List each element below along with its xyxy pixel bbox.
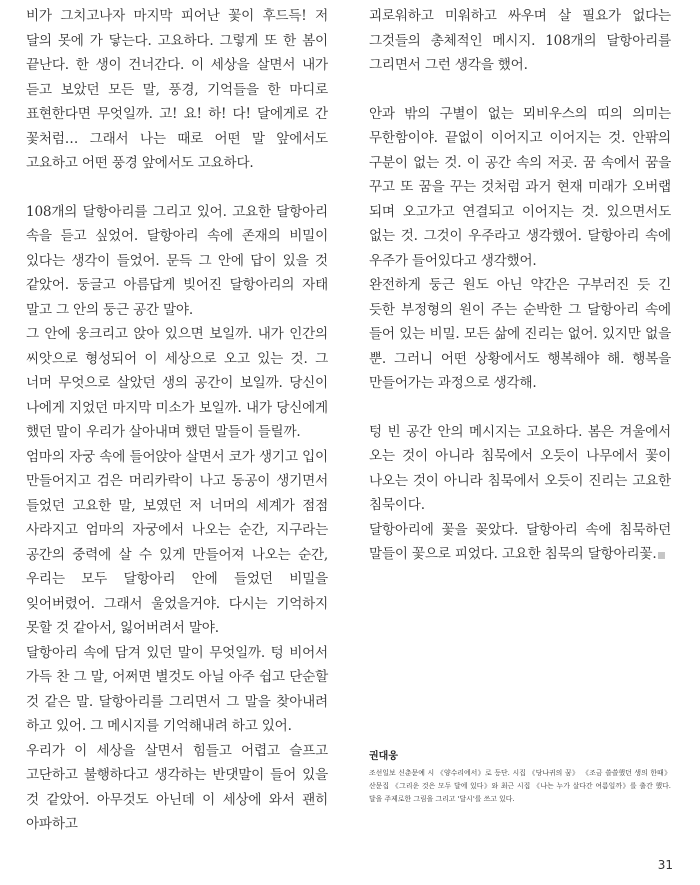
- body-paragraph: 달항아리 속에 담겨 있던 말이 무엇일까. 텅 비어서 가득 찬 그 말, 어쩌면 별것도 아닐 아주 쉽고 단순할 것 같은 말. 달항아리를 그리면서 그 말을 찾아내려 하고 있어. 그 메시지를 기억해내려 하고 있어.: [26, 644, 328, 734]
- body-paragraph: 그 안에 웅크리고 앉아 있으면 보일까. 내가 인간의 씨앗으로 형성되어 이 세상으로 오고 있는 것. 그 너머 무엇으로 살았던 생의 공간이 보일까. 당신이 나에게 지었던 마지막 미소가 보일까. 내가 당신에게 했던 말이 우리가 살아내며 했던 말들이 들릴까.: [26, 326, 328, 440]
- body-paragraph: 안과 밖의 구별이 없는 뫼비우스의 띠의 의미는 무한함이야. 끝없이 이어지고 이어지는 것. 안팎의 구분이 없는 것. 이 공간 속의 저곳. 꿈 속에서 꿈을 꾸고 또 꿈을 꾸는 것처럼 과거 현재 미래가 오버랩 되며 오고가고 연결되고 이어지는 것. 있으면서도 없는 것. 그것이 우주라고 생각했어. 달항아리 속에 우주가 들어있다고 생각했어.: [369, 105, 671, 269]
- author-bio-box: [369, 747, 671, 806]
- body-paragraph: 괴로워하고 미워하고 싸우며 살 필요가 없다는 그것들의 총체적인 메시지. 108개의 달항아리를 그리면서 그런 생각을 했어.: [369, 8, 671, 73]
- body-paragraph: 엄마의 자궁 속에 들어앉아 살면서 코가 생기고 입이 만들어지고 검은 머리카락이 나고 동공이 생기면서 들었던 고요한 말, 보였던 저 너머의 세계가 점점 사라지고 엄마의 자궁에서 나오는 순간, 지구라는 공간의 중력에 살 수 있게 만들어져 나오는 순간, 우리는 모두 달항아리 안에 들었던 비밀을 잊어버렸어. 그래서 울었을거야. 다시는 기억하지 못할 것 같아서, 잃어버려서 말야.: [26, 448, 328, 636]
- body-paragraph: 비가 그치고나자 마지막 피어난 꽃이 후드득! 저 달의 못에 가 닿는다. 고요하다. 그렇게 또 한 봄이 끝난다. 한 생이 건너간다. 이 세상을 살면서 내가 듣고 보았던 모든 말, 풍경, 기억들을 한 마디로 표현한다면 무엇일까. 고! 요! 하! 다! 달에게로 간 꽃처럼… 그래서 나는 때로 어떤 말 앞에서도 고요하고 어떤 풍경 앞에서도 고요하다.: [26, 8, 328, 171]
- page-number: 31: [657, 858, 673, 872]
- body-paragraph: 완전하게 둥근 원도 아닌 약간은 구부러진 듯 긴 듯한 부정형의 원이 주는 순박한 그 달항아리 속에 들어 있는 비밀. 모든 삶에 진리는 없어. 있지만 없을 뿐. 그러니 어떤 상황에서도 행복해야 해. 행복을 만들어가는 과정으로 생각해.: [369, 277, 671, 391]
- left-text-column: [26, 4, 328, 837]
- body-paragraph: 텅 빈 공간 안의 메시지는 고요하다. 봄은 겨울에서 오는 것이 아니라 침묵에서 오듯이 나무에서 꽃이 나오는 것이 아니라 침묵에서 오듯이 진리는 고요한 침묵이다.: [369, 423, 671, 513]
- body-paragraph: 108개의 달항아리를 그리고 있어. 고요한 달항아리 속을 듣고 싶었어. 달항아리 속에 존재의 비밀이 있다는 생각이 들었어. 문득 그 안에 답이 있을 것 같았어. 둥글고 아름답게 빚어진 달항아리의 자태 말고 그 안의 둥근 공간 말야.: [26, 203, 328, 318]
- end-of-article-square-icon: [658, 552, 665, 559]
- body-paragraph: 우리가 이 세상을 살면서 힘들고 어렵고 슬프고 고단하고 불행하다고 생각하는 반댓말이 들어 있을 것 같았어. 아무것도 아닌데 이 세상에 와서 괜히 아파하고: [26, 742, 328, 832]
- right-text-column: [369, 4, 671, 567]
- author-bio: 조선일보 신춘문예 시 《양수리에서》로 등단. 시집 《당나귀의 꿈》 《조금 쓸쓸했던 생의 한때》 산문집 《그리운 것은 모두 달에 있다》와 최근 시집 《나는 누가 살다간 여름일까》를 출간 했다. 달을 주제로한 그림을 그리고 '달시'를 쓰고 있다.: [369, 769, 671, 803]
- closing-sentence: 달항아리에 꽃을 꽂았다. 달항아리 속에 침묵하던 말들이 꽃으로 피었다. 고요한 침묵의 달항아리꽃.: [369, 521, 671, 562]
- body-paragraph: [369, 518, 671, 567]
- author-name: 권대웅: [369, 751, 398, 762]
